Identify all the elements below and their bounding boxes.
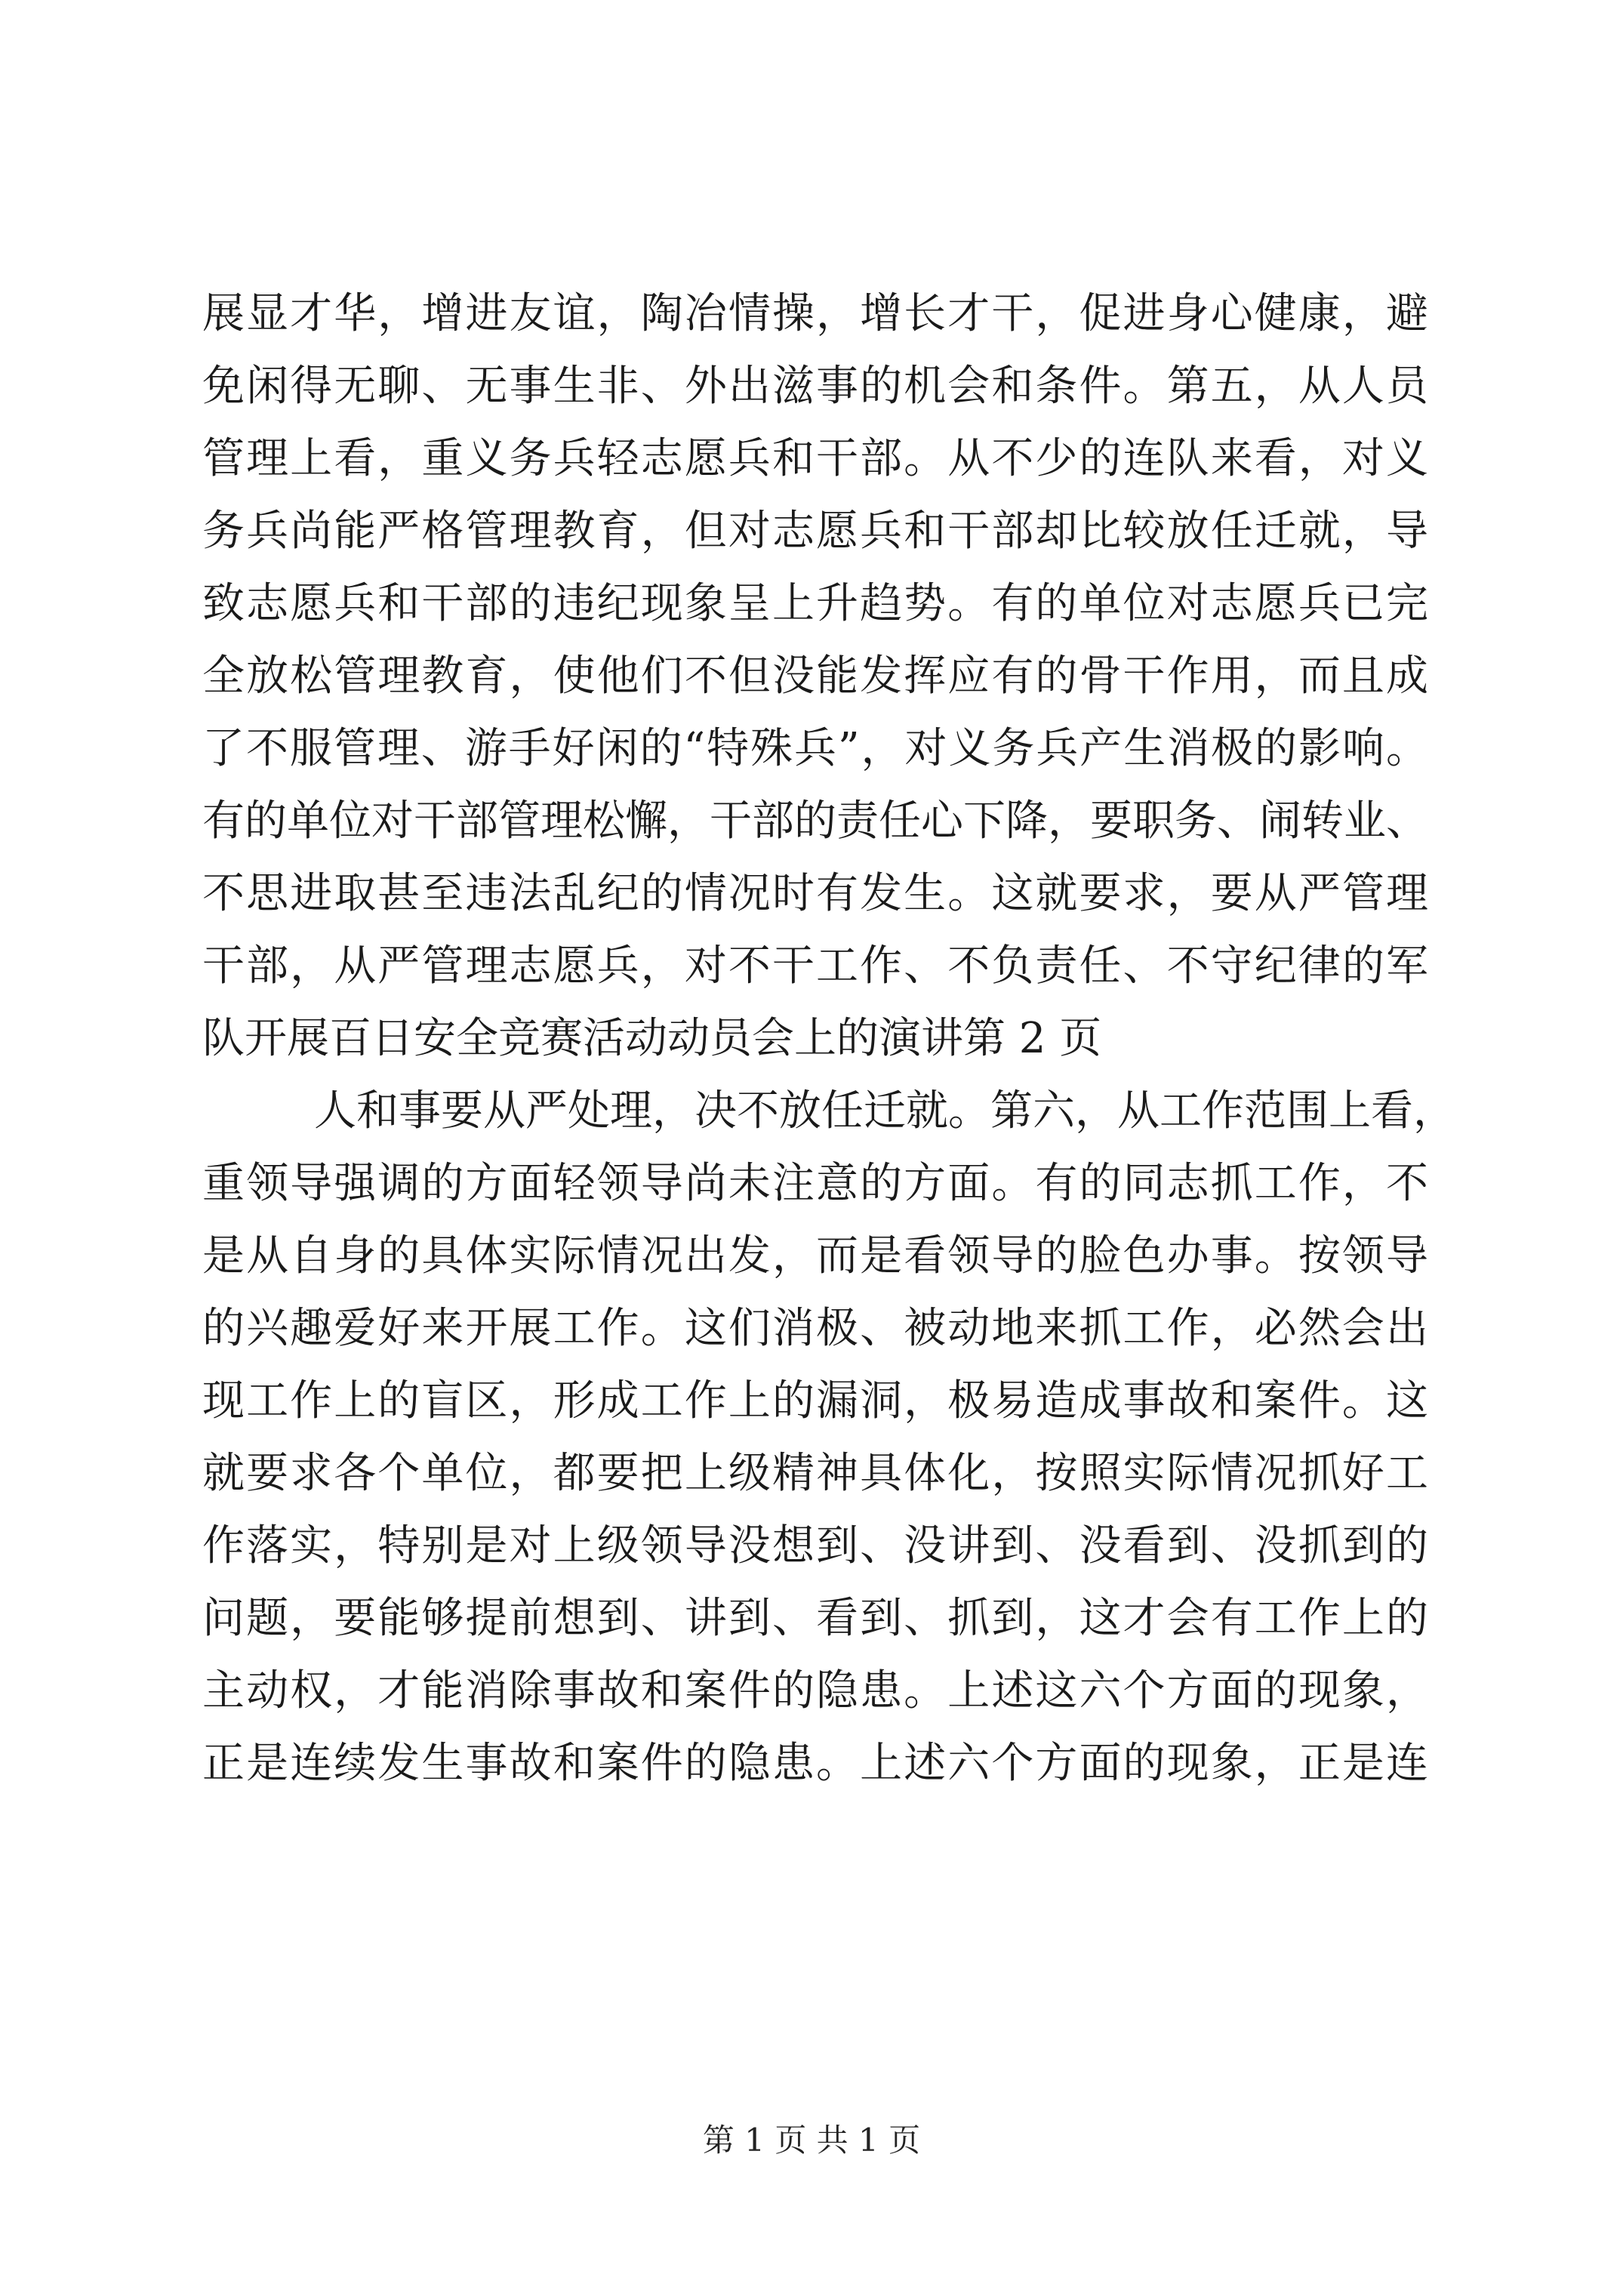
page-footer: 第 1 页 共 1 页 bbox=[702, 2122, 921, 2159]
text-line: 展显才华，增进友谊，陶冶情操，增长才干，促进身心健康，避 bbox=[202, 289, 1428, 338]
text-line: 致志愿兵和干部的违纪现象呈上升趋势。有的单位对志愿兵已完 bbox=[202, 579, 1428, 628]
text-line: 正是连续发生事故和案件的隐患。上述六个方面的现象，正是连 bbox=[202, 1739, 1428, 1788]
text-line: 是从自身的具体实际情况出发，而是看领导的脸色办事。按领导 bbox=[202, 1231, 1428, 1281]
text-line: 作落实，特别是对上级领导没想到、没讲到、没看到、没抓到的 bbox=[202, 1521, 1428, 1570]
text-line: 有的单位对干部管理松懈，干部的责任心下降，要职务、闹转业、 bbox=[202, 797, 1428, 846]
text-line: 免闲得无聊、无事生非、外出滋事的机会和条件。第五，从人员 bbox=[202, 362, 1428, 411]
text-line: 的兴趣爱好来开展工作。这们消极、被动地来抓工作，必然会出 bbox=[202, 1304, 1428, 1353]
text-line: 务兵尚能严格管理教育，但对志愿兵和干部却比较放任迁就，导 bbox=[202, 507, 1428, 556]
text-line: 不思进取甚至违法乱纪的情况时有发生。这就要求，要从严管理 bbox=[202, 869, 1428, 918]
text-line: 主动权，才能消除事故和案件的隐患。上述这六个方面的现象， bbox=[202, 1666, 1428, 1715]
text-line: 就要求各个单位，都要把上级精神具体化，按照实际情况抓好工 bbox=[202, 1449, 1428, 1498]
text-line-page-mark: 队开展百日安全竞赛活动动员会上的演讲第 2 页 bbox=[202, 1014, 1102, 1063]
paragraph-start-line: 人和事要从严处理，决不放任迁就。第六，从工作范围上看， bbox=[314, 1086, 1455, 1136]
text-line: 重领导强调的方面轻领导尚未注意的方面。有的同志抓工作，不 bbox=[202, 1159, 1428, 1208]
text-line: 全放松管理教育，使他们不但没能发挥应有的骨干作用，而且成 bbox=[202, 652, 1428, 701]
text-line: 干部，从严管理志愿兵，对不干工作、不负责任、不守纪律的军 bbox=[202, 942, 1428, 991]
body-text bbox=[202, 278, 1455, 1800]
text-line: 问题，要能够提前想到、讲到、看到、抓到，这才会有工作上的 bbox=[202, 1594, 1428, 1643]
text-line: 了不服管理、游手好闲的“特殊兵”，对义务兵产生消极的影响。 bbox=[202, 724, 1428, 773]
text-line: 现工作上的盲区，形成工作上的漏洞，极易造成事故和案件。这 bbox=[202, 1376, 1428, 1425]
text-line: 管理上看，重义务兵轻志愿兵和干部。从不少的连队来看，对义 bbox=[202, 434, 1428, 483]
